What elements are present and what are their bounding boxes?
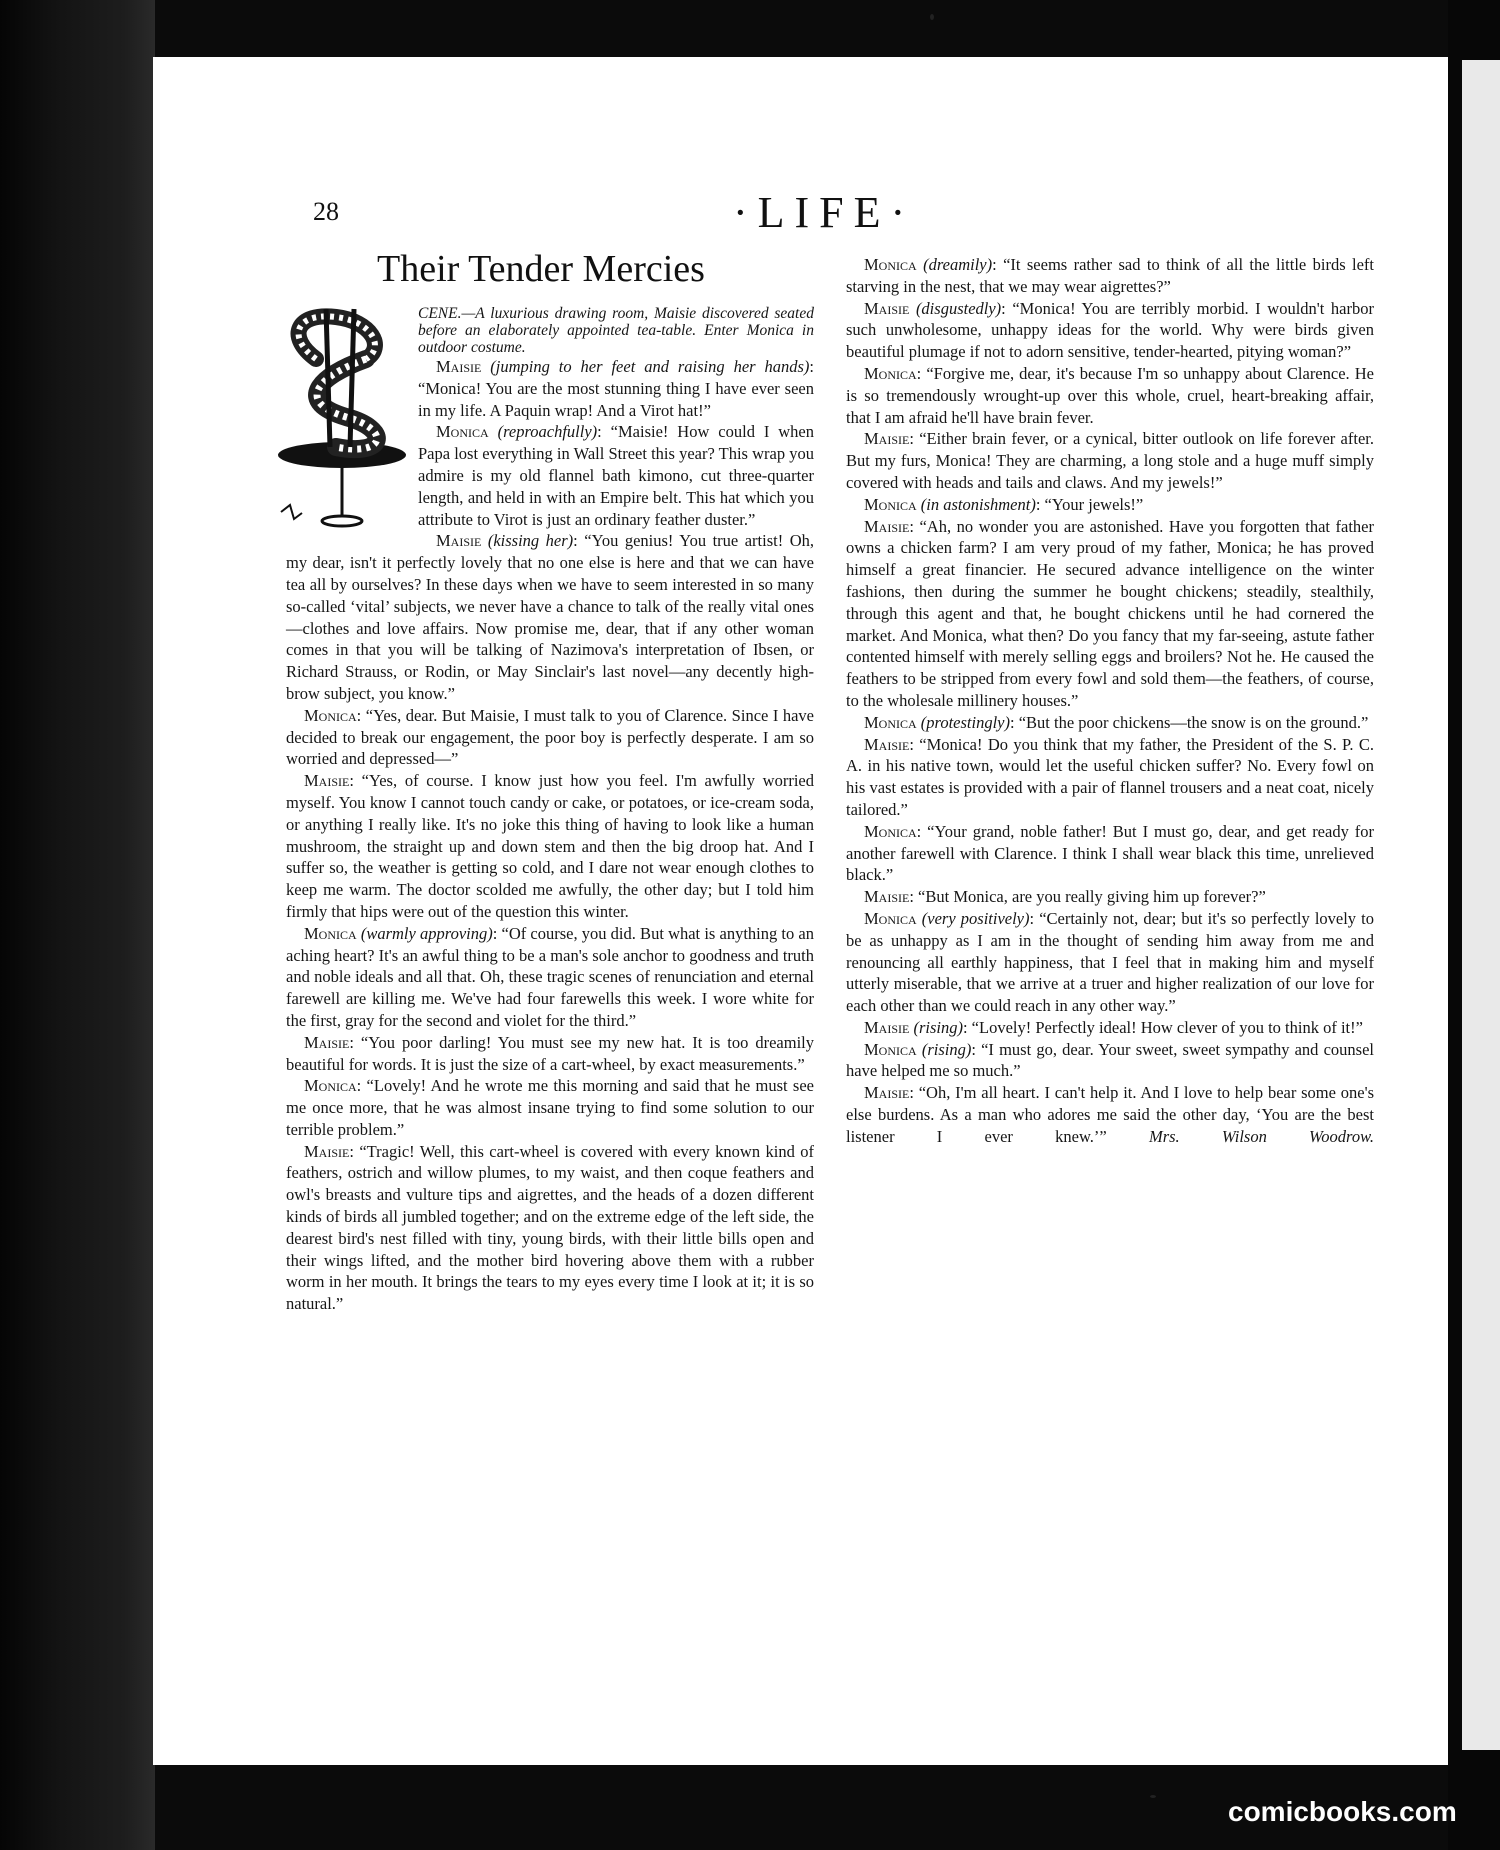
dialogue-paragraph: Maisie (disgustedly): “Monica! You are terribly morbid. I wouldn't harbor such unwholesome, unhappy ideas for the world. Why were birds given beautiful plumage if not to adorn sensitive, tender-hearted, pitying woman?” (846, 298, 1374, 362)
dialogue-paragraph: Maisie (kissing her): “You genius! You true artist! Oh, my dear, isn't it perfectly lovely that no one else is here and that we can have tea all by ourselves? In these days when we have to seem interested in so many so-called ‘vital’ subjects, we never have a chance to talk of the really vital ones—clothes and love affairs. Now promise me, dear, that if any other woman comes in that you will be talking of Nazimova's interpretation of Ibsen, or Richard Strauss, or Rodin, or May Sinclair's last novel—any decently high-brow subject, you know.” (286, 531, 814, 703)
dialogue-paragraph: Monica: “Your grand, noble father! But I must go, dear, and get ready for another farewell with Clarence. I think I shall wear black this time, unrelieved black.” (846, 821, 1374, 885)
dialogue-paragraph: Maisie: “But Monica, are you really giving him up forever?” (864, 887, 1266, 907)
dialogue-paragraph: Monica (dreamily): “It seems rather sad to think of all the little birds left starving in the nest, that we may wear aigrettes?” (846, 255, 1375, 296)
magazine-page (153, 57, 1448, 1765)
dialogue-paragraph: Maisie: “Either brain fever, or a cynical, bitter outlook on life forever after. But my furs, Monica! They are charming, a long stole and a huge muff simply covered with heads and tails and claws. And my jewels!” (846, 429, 1374, 492)
dialogue-paragraph: Monica: “Yes, dear. But Maisie, I must talk to you of Clarence. Since I have decided to break our engagement, the poor boy is perfectly desperate. I am so worried and depressed—” (286, 705, 814, 769)
dialogue-paragraph: Monica (in astonishment): “Your jewels!” (864, 494, 1144, 514)
scan-border-left (0, 0, 155, 1850)
watermark: comicbooks.com (1228, 1796, 1457, 1827)
scan-speck (1150, 1795, 1156, 1798)
author-signature: Mrs. Wilson Woodrow. (1148, 1126, 1374, 1146)
dialogue-paragraph: Maisie (jumping to her feet and raising her hands): “Monica! You are the most stunning thing I have ever seen in my life. A Paquin wrap! And a Virot hat!” (418, 357, 814, 420)
dialogue-paragraph: Maisie: “You poor darling! You must see my new hat. It is too dreamily beautiful for words. It is just the size of a cart-wheel, by exact measurements.” (286, 1032, 814, 1074)
scan-speck (930, 14, 934, 20)
dialogue-paragraph: Monica (protestingly): “But the poor chickens—the snow is on the ground.” (864, 712, 1369, 732)
dollar-sign-dropcap-illustration (276, 307, 408, 537)
dialogue-paragraph: Maisie (rising): “Lovely! Perfectly ideal! How clever of you to think of it!” (864, 1017, 1363, 1037)
dialogue-paragraph: Monica: “Forgive me, dear, it's because I'm so unhappy about Clarence. He is so tremendously wrought-up over this whole, cruel, heart-breaking affair, that I am afraid he'll have brain fever. (846, 363, 1374, 427)
article-title: Their Tender Mercies (377, 248, 705, 290)
dialogue-paragraph: Maisie: “Ah, no wonder you are astonished. Have you forgotten that father owns a chicken farm? I am very proud of my father, Monica; he has proved himself a great financier. He secured advance intelligence on the winter fashions, then during the summer he bought chickens; steadily, stealthily, through this agent and that, he bought chickens until he had cornered the market. And Monica, what then? Do you fancy that my far-seeing, astute father contented himself with merely selling eggs and broilers? Not he. He caused the feathers to be stripped from every fowl and sold them—the feathers, of course, to the wholesale millinery houses.” (846, 516, 1374, 710)
dialogue-paragraph: Monica (warmly approving): “Of course, you did. But what is anything to an aching heart? It's an awful thing to be a man's sole anchor to goodness and truth and noble ideals and all that. Oh, these tragic scenes of renunciation and eternal farewell are killing me. We've had four farewells this week. I wore white for the first, gray for the second and violet for the third.” (286, 923, 814, 1030)
dialogue-paragraph: Maisie: “Tragic! Well, this cart-wheel is covered with every known kind of feathers, ostrich and willow plumes, to my waist, and then coque feathers and owl's breasts and vulture tips and aigrettes, and the heads of a dozen different kinds of birds all jumbled together; and on the extreme edge of the left side, the dearest bird's nest filled with tiny, young birds, with their little bills open and their wings lifted, and the mother bird hovering above them with a rubber worm in her mouth. It brings the tears to my eyes every time I look at it; it is so natural.” (286, 1141, 814, 1314)
dialogue-paragraph: Monica (very positively): “Certainly not, dear; but it's so perfectly lovely to be as unhappy as I am in the thought of sending him away from me and renouncing all earthly happiness, that I feel that in making him and myself utterly miserable, that we arrive at a truer and higher realization of our love for each other than we could reach in any other way.” (846, 908, 1374, 1016)
page-number: 28 (313, 197, 339, 226)
dialogue-paragraph: Maisie: “Oh, I'm all heart. I can't help it. And I love to help bear some one's else burdens. As a man who adores me said the other day, ‘You are the best listener I ever knew.’” Mrs. Wilson Woodrow. (846, 1083, 1374, 1146)
facing-page-edge (1462, 60, 1500, 1750)
dialogue-paragraph: Maisie: “Monica! Do you think that my father, the President of the S. P. C. A. in his native town, would let the useful chicken suffer? No. Every fowl on his vast estates is provided with a pair of flannel trousers and a neat coat, nicely tailored.” (846, 734, 1374, 819)
dialogue-paragraph: Maisie: “Yes, of course. I know just how you feel. I'm awfully worried myself. You know I cannot touch candy or cake, or potatoes, or ice-cream soda, or anything I really like. It's no joke this thing of having to look like a human mushroom, the straight up and down stem and then the big droop hat. And I suffer so, the weather is getting so cold, and I dare not wear enough clothes to keep me warm. The doctor scolded me awfully, the other day; but I told him firmly that hips were out of the question this winter. (286, 771, 814, 921)
dialogue-paragraph: Monica (reproachfully): “Maisie! How could I when Papa lost everything in Wall Street this year? This wrap you admire is my old flannel bath kimono, cut three-quarter length, and held in with an Empire belt. This hat which you attribute to Virot is just an ordinary feather duster.” (418, 422, 814, 529)
masthead: ·LIFE· (733, 188, 916, 237)
dialogue-paragraph: Monica (rising): “I must go, dear. Your sweet, sweet sympathy and counsel have helped me so much.” (846, 1039, 1374, 1081)
column-right (846, 254, 1374, 1148)
column-left (286, 305, 814, 1315)
stage-directions: CENE.—A luxurious drawing room, Maisie discovered seated before an elaborately appointed tea-table. Enter Monica in outdoor costume. (418, 305, 814, 356)
dialogue-paragraph: Monica: “Lovely! And he wrote me this morning and said that he must see me once more, that he was almost insane trying to find some solution to our terrible problem.” (286, 1076, 814, 1139)
